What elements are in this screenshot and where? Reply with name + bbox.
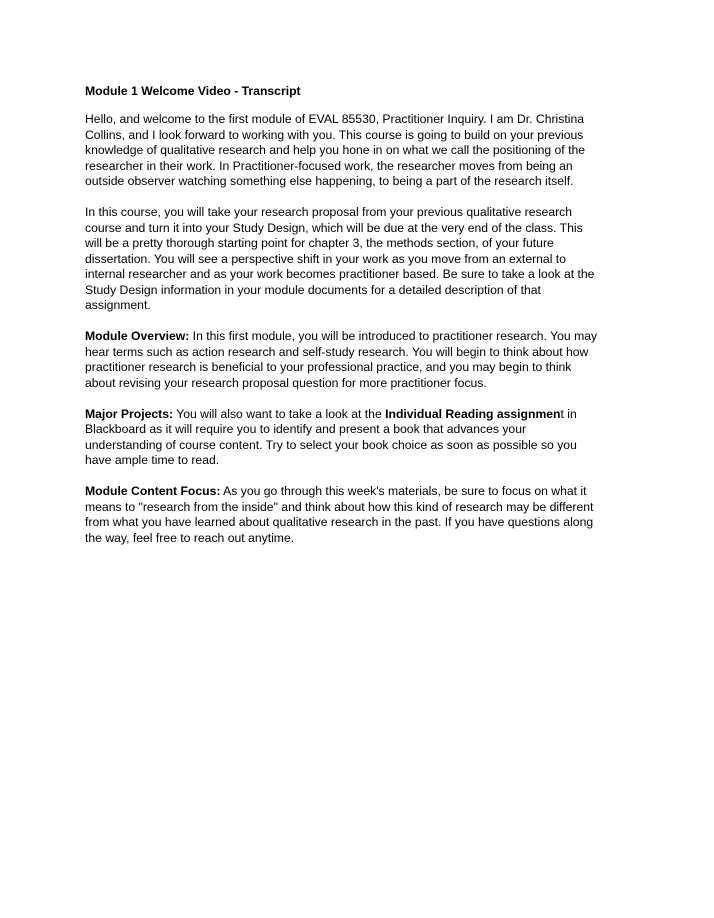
reading-assignment-emphasis: Individual Reading assignmen [385, 406, 561, 421]
course-line: course and turn it into your Study Design, which will be due at the very end of the class. This [85, 220, 583, 235]
intro-line: outside observer watching something else happening, to being a part of the research itself. [85, 174, 574, 188]
projects-line: have ample time to read. [85, 453, 220, 467]
overview-line: hear terms such as action research and self-study research. You will begin to think about how [85, 344, 589, 359]
focus-label: Module Content Focus: [85, 484, 221, 498]
overview-text: In this first module, you will be introduced to practitioner research. You may [189, 329, 598, 343]
course-line: Study Design information in your module documents for a detailed description of that [85, 282, 541, 297]
focus-line: the way, feel free to reach out anytime. [85, 530, 295, 545]
intro-line: researcher in their work. In Practitioner-focused work, the researcher moves from being an [85, 158, 573, 173]
projects-paragraph [85, 407, 645, 469]
focus-paragraph [85, 484, 645, 546]
projects-line: understanding of course content. Try to select your book choice as soon as possible so you [85, 437, 577, 452]
focus-line: means to "research from the inside" and think about how this kind of research may be different [85, 499, 594, 514]
focus-text: As you go through this week's materials, be sure to focus on what it [220, 484, 587, 498]
course-line: assignment. [85, 298, 151, 312]
document-title: Module 1 Welcome Video - Transcript [85, 84, 301, 98]
course-line: In this course, you will take your research proposal from your previous qualitative research [85, 205, 573, 219]
focus-line: from what you have learned about qualitative research in the past. If you have questions along [85, 515, 594, 529]
overview-line: practitioner research is beneficial to your professional practice, and you may begin to think [85, 360, 572, 374]
projects-label: Major Projects: [85, 406, 174, 421]
intro-paragraph [85, 112, 645, 190]
course-line: dissertation. You will see a perspective shift in your work as you move from an external to [85, 251, 566, 266]
overview-line: about revising your research proposal question for more practitioner focus. [85, 375, 487, 390]
course-paragraph [85, 205, 645, 314]
overview-paragraph [85, 329, 645, 391]
course-line: will be a pretty thorough starting point for chapter 3, the methods section, of your future [85, 236, 554, 250]
projects-line: Blackboard as it will require you to identify and present a book that advances your [85, 422, 527, 436]
intro-line: Collins, and I look forward to working with you. This course is going to build on your previous [85, 127, 584, 142]
intro-line: Hello, and welcome to the first module of EVAL 85530, Practitioner Inquiry. I am Dr. Christina [85, 112, 585, 126]
projects-text-end: t in [560, 406, 577, 421]
intro-line: knowledge of qualitative research and help you hone in on what we call the positioning of the [85, 143, 586, 157]
overview-label: Module Overview: [85, 329, 190, 343]
transcript-page [85, 83, 645, 546]
projects-text: You will also want to take a look at the [173, 406, 386, 421]
course-line: internal researcher and as your work becomes practitioner based. Be sure to take a look at the [85, 267, 595, 281]
